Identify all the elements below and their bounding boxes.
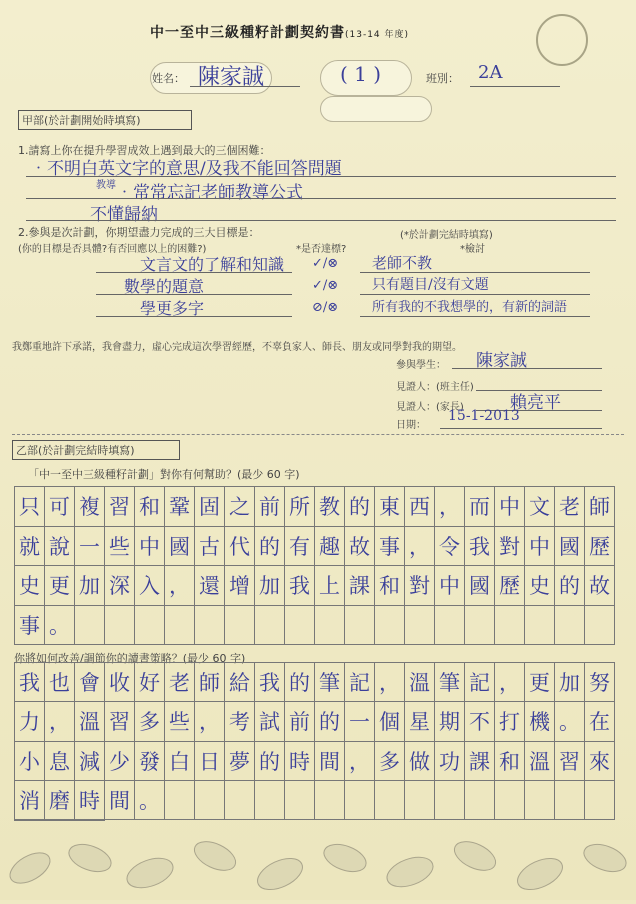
grid-cell: 的 <box>255 742 285 781</box>
difficulty-3: 不懂歸納 <box>90 205 158 225</box>
grid-cell: 所 <box>285 487 315 527</box>
cloud-icon <box>320 96 432 122</box>
date-label: 日期： <box>396 420 426 431</box>
participant-signature: 陳家誠 <box>476 351 527 371</box>
grid-cell: 和 <box>495 742 525 781</box>
grid-cell <box>45 820 75 821</box>
grid-cell: 記 <box>465 663 495 702</box>
grid-cell: 日 <box>195 742 225 781</box>
grid-cell <box>555 606 585 646</box>
grid-cell <box>525 606 555 646</box>
grid-cell: 減 <box>75 742 105 781</box>
grid-cell: 些 <box>105 527 135 567</box>
grid-cell: 更 <box>525 663 555 702</box>
grid-cell <box>285 781 315 820</box>
name-label: 姓名： <box>152 72 185 85</box>
grid-cell: ， <box>435 487 465 527</box>
grid-cell: 對 <box>405 566 435 606</box>
goal-3-review: 所有我的不我想學的，有新的詞語 <box>372 300 568 315</box>
grid-cell: ， <box>405 527 435 567</box>
grid-cell <box>75 606 105 646</box>
grid-cell: 老 <box>165 663 195 702</box>
grid-cell <box>585 781 615 820</box>
goal-1-check: ✓/⊗ <box>312 256 339 271</box>
class-number: ( 1 ) <box>340 62 382 86</box>
grid-cell <box>315 606 345 646</box>
grid-cell: 上 <box>315 566 345 606</box>
grid-cell: 複 <box>75 487 105 527</box>
grid-cell: 考 <box>225 702 255 741</box>
grid-cell: 打 <box>495 702 525 741</box>
grid-cell: 好 <box>135 663 165 702</box>
correction-mark: 教導 <box>96 180 116 191</box>
achieved-label: *是否達標? <box>296 244 347 255</box>
comment-label: *檢討 <box>460 244 485 255</box>
grid-cell: 師 <box>195 663 225 702</box>
grid-cell: 只 <box>15 487 45 527</box>
witness-teacher-label: 見證人：(班主任) <box>396 382 474 393</box>
grid-cell: 鞏 <box>165 487 195 527</box>
grid-cell <box>345 606 375 646</box>
goal-3-check: ⊘/⊗ <box>312 300 339 315</box>
grid-cell: ， <box>345 742 375 781</box>
grid-cell <box>405 781 435 820</box>
part-a-q2-hint: (你的目標是否具體?有否回應以上的困難?) <box>18 244 207 255</box>
grid-cell: 中 <box>525 527 555 567</box>
grid-cell: 。 <box>45 606 75 646</box>
grid-cell: 習 <box>105 487 135 527</box>
grid-cell: 故 <box>345 527 375 567</box>
part-b-q2: 你將如何改善/調節你的讀書策略？(最少 60 字) <box>14 652 246 665</box>
grid-cell <box>255 606 285 646</box>
grid-cell <box>585 606 615 646</box>
grid-cell: 課 <box>465 742 495 781</box>
grid-cell <box>375 781 405 820</box>
answer-grid-2 <box>14 662 615 821</box>
grid-cell <box>15 820 45 821</box>
grid-cell <box>525 781 555 820</box>
grid-cell: 說 <box>45 527 75 567</box>
goal-2: 數學的題意 <box>124 277 205 296</box>
grid-cell: 和 <box>135 487 165 527</box>
grid-cell: 中 <box>435 566 465 606</box>
grid-cell: 之 <box>225 487 255 527</box>
leaf-decoration <box>0 828 636 900</box>
grid-cell <box>165 781 195 820</box>
grid-cell: 白 <box>165 742 195 781</box>
grid-cell: 增 <box>225 566 255 606</box>
grid-cell: 時 <box>285 742 315 781</box>
grid-cell: 星 <box>405 702 435 741</box>
grid-cell: 師 <box>585 487 615 527</box>
grid-cell: 古 <box>195 527 225 567</box>
grid-cell <box>555 781 585 820</box>
grid-cell <box>315 781 345 820</box>
grid-cell <box>135 606 165 646</box>
name-value: 陳家誠 <box>198 65 265 90</box>
grid-cell: 文 <box>525 487 555 527</box>
grid-cell: 力 <box>15 702 45 741</box>
grid-cell <box>285 606 315 646</box>
grid-cell: 消 <box>15 781 45 820</box>
grid-cell: 我 <box>285 566 315 606</box>
grid-cell: 歷 <box>495 566 525 606</box>
grid-cell: 令 <box>435 527 465 567</box>
grid-cell <box>495 606 525 646</box>
grid-cell: ， <box>165 566 195 606</box>
goal-1: 文言文的了解和知識 <box>140 255 285 274</box>
grid-cell: 我 <box>465 527 495 567</box>
grid-cell: 努 <box>585 663 615 702</box>
grid-cell: 多 <box>135 702 165 741</box>
grid-cell: 的 <box>285 663 315 702</box>
grid-cell: 溫 <box>525 742 555 781</box>
grid-cell: 一 <box>75 527 105 567</box>
grid-cell <box>435 606 465 646</box>
grid-cell: 也 <box>45 663 75 702</box>
grid-cell: 少 <box>105 742 135 781</box>
grid-cell: 夢 <box>225 742 255 781</box>
grid-cell: ， <box>495 663 525 702</box>
grid-cell: 國 <box>165 527 195 567</box>
grid-cell: 溫 <box>75 702 105 741</box>
part-b-q1: 「中一至中三級種籽計劃」對你有何幫助？(最少 60 字) <box>28 468 300 481</box>
difficulty-2: ‧常常忘記老師教導公式 <box>116 183 303 203</box>
grid-cell: 歷 <box>585 527 615 567</box>
grid-cell: 深 <box>105 566 135 606</box>
grid-cell: 的 <box>555 566 585 606</box>
grid-cell: 前 <box>285 702 315 741</box>
grid-cell: 期 <box>435 702 465 741</box>
grid-cell: 時 <box>75 781 105 820</box>
date-value: 15-1-2013 <box>448 408 520 424</box>
grid-cell: ， <box>195 702 225 741</box>
grid-cell: 國 <box>555 527 585 567</box>
grid-cell: 更 <box>45 566 75 606</box>
grid-cell <box>165 606 195 646</box>
goal-1-review: 老師不教 <box>372 254 433 272</box>
grid-cell: 做 <box>405 742 435 781</box>
grid-cell: ， <box>45 702 75 741</box>
grid-cell: 習 <box>555 742 585 781</box>
grid-cell: 發 <box>135 742 165 781</box>
grid-cell: 。 <box>135 781 165 820</box>
grid-cell: 前 <box>255 487 285 527</box>
grid-cell: 固 <box>195 487 225 527</box>
grid-cell: 會 <box>75 663 105 702</box>
grid-cell: 我 <box>255 663 285 702</box>
part-a-q1: 1.請寫上你在提升學習成效上遇到最大的三個困難： <box>18 144 271 157</box>
grid-cell <box>75 820 105 821</box>
grid-cell <box>225 781 255 820</box>
class-label: 班別： <box>426 72 459 85</box>
grid-cell: 老 <box>555 487 585 527</box>
grid-cell: 東 <box>375 487 405 527</box>
grid-cell: 中 <box>495 487 525 527</box>
grid-cell <box>255 781 285 820</box>
goal-2-check: ✓/⊗ <box>312 278 339 293</box>
grid-cell: 和 <box>375 566 405 606</box>
grid-cell: 間 <box>315 742 345 781</box>
grid-cell: 記 <box>345 663 375 702</box>
grid-cell: 我 <box>15 663 45 702</box>
grid-cell: 筆 <box>435 663 465 702</box>
grid-cell: 些 <box>165 702 195 741</box>
grid-cell <box>405 606 435 646</box>
grid-cell: 溫 <box>405 663 435 702</box>
grid-cell: 不 <box>465 702 495 741</box>
part-a-q2: 2.參與是次計劃，你期望盡力完成的三大目標是： <box>18 226 260 239</box>
witness-parent-label: 見證人：(家長) <box>396 402 464 413</box>
grid-cell: 教 <box>315 487 345 527</box>
grid-cell: 在 <box>585 702 615 741</box>
grid-cell: 機 <box>525 702 555 741</box>
grid-cell: 。 <box>555 702 585 741</box>
grid-cell: 代 <box>225 527 255 567</box>
grid-cell: 的 <box>345 487 375 527</box>
grid-cell: 個 <box>375 702 405 741</box>
parent-signature: 賴亮平 <box>510 393 561 413</box>
part-a-label: 甲部(於計劃開始時填寫) <box>22 114 141 127</box>
participant-label: 參與學生： <box>396 360 446 371</box>
grid-cell: 入 <box>135 566 165 606</box>
difficulty-1: ‧不明白英文字的意思/及我不能回答問題 <box>30 159 342 179</box>
grid-cell: 一 <box>345 702 375 741</box>
grid-cell: 趣 <box>315 527 345 567</box>
grid-cell: 筆 <box>315 663 345 702</box>
grid-cell: 來 <box>585 742 615 781</box>
grid-cell <box>225 606 255 646</box>
grid-cell: 小 <box>15 742 45 781</box>
sun-icon <box>536 14 588 66</box>
grid-cell: 事 <box>375 527 405 567</box>
grid-cell: 多 <box>375 742 405 781</box>
grid-cell <box>465 781 495 820</box>
grid-cell: 間 <box>105 781 135 820</box>
part-b-label: 乙部(於計劃完結時填寫) <box>16 444 135 457</box>
grid-cell <box>495 781 525 820</box>
grid-cell: 對 <box>495 527 525 567</box>
goal-3: 學更多字 <box>140 299 205 318</box>
grid-cell: 的 <box>315 702 345 741</box>
answer-grid-1 <box>14 486 615 645</box>
grid-cell: 還 <box>195 566 225 606</box>
grid-cell: 故 <box>585 566 615 606</box>
grid-cell: 給 <box>225 663 255 702</box>
grid-cell: 可 <box>45 487 75 527</box>
grid-cell: 史 <box>15 566 45 606</box>
grid-cell: 史 <box>525 566 555 606</box>
page-title: 中一至中三級種籽計劃契約書(13-14 年度) <box>150 25 410 41</box>
grid-cell: 有 <box>285 527 315 567</box>
goal-2-review: 只有題目/沒有文題 <box>372 277 489 293</box>
grid-cell: 加 <box>255 566 285 606</box>
grid-cell: 就 <box>15 527 45 567</box>
grid-cell: 的 <box>255 527 285 567</box>
grid-cell <box>435 781 465 820</box>
grid-cell: ， <box>375 663 405 702</box>
grid-cell <box>345 781 375 820</box>
grid-cell: 事 <box>15 606 45 646</box>
grid-cell <box>105 606 135 646</box>
grid-cell <box>465 606 495 646</box>
grid-cell: 加 <box>75 566 105 606</box>
grid-cell: 息 <box>45 742 75 781</box>
grid-cell: 習 <box>105 702 135 741</box>
grid-cell: 加 <box>555 663 585 702</box>
grid-cell: 中 <box>135 527 165 567</box>
grid-cell <box>195 606 225 646</box>
grid-cell: 試 <box>255 702 285 741</box>
grid-cell <box>195 781 225 820</box>
grid-cell <box>375 606 405 646</box>
grid-cell: 功 <box>435 742 465 781</box>
grid-cell: 課 <box>345 566 375 606</box>
grid-cell: 磨 <box>45 781 75 820</box>
promise-text: 我鄭重地許下承諾，我會盡力，虛心完成這次學習經歷，不辜負家人、師長、朋友或同學對我的期望。 <box>12 342 462 353</box>
grid-cell: 收 <box>105 663 135 702</box>
class-value: 2A <box>478 62 503 83</box>
grid-cell: 西 <box>405 487 435 527</box>
part-a-q2-note: (*於計劃完結時填寫) <box>400 230 493 241</box>
grid-cell: 國 <box>465 566 495 606</box>
grid-cell: 而 <box>465 487 495 527</box>
